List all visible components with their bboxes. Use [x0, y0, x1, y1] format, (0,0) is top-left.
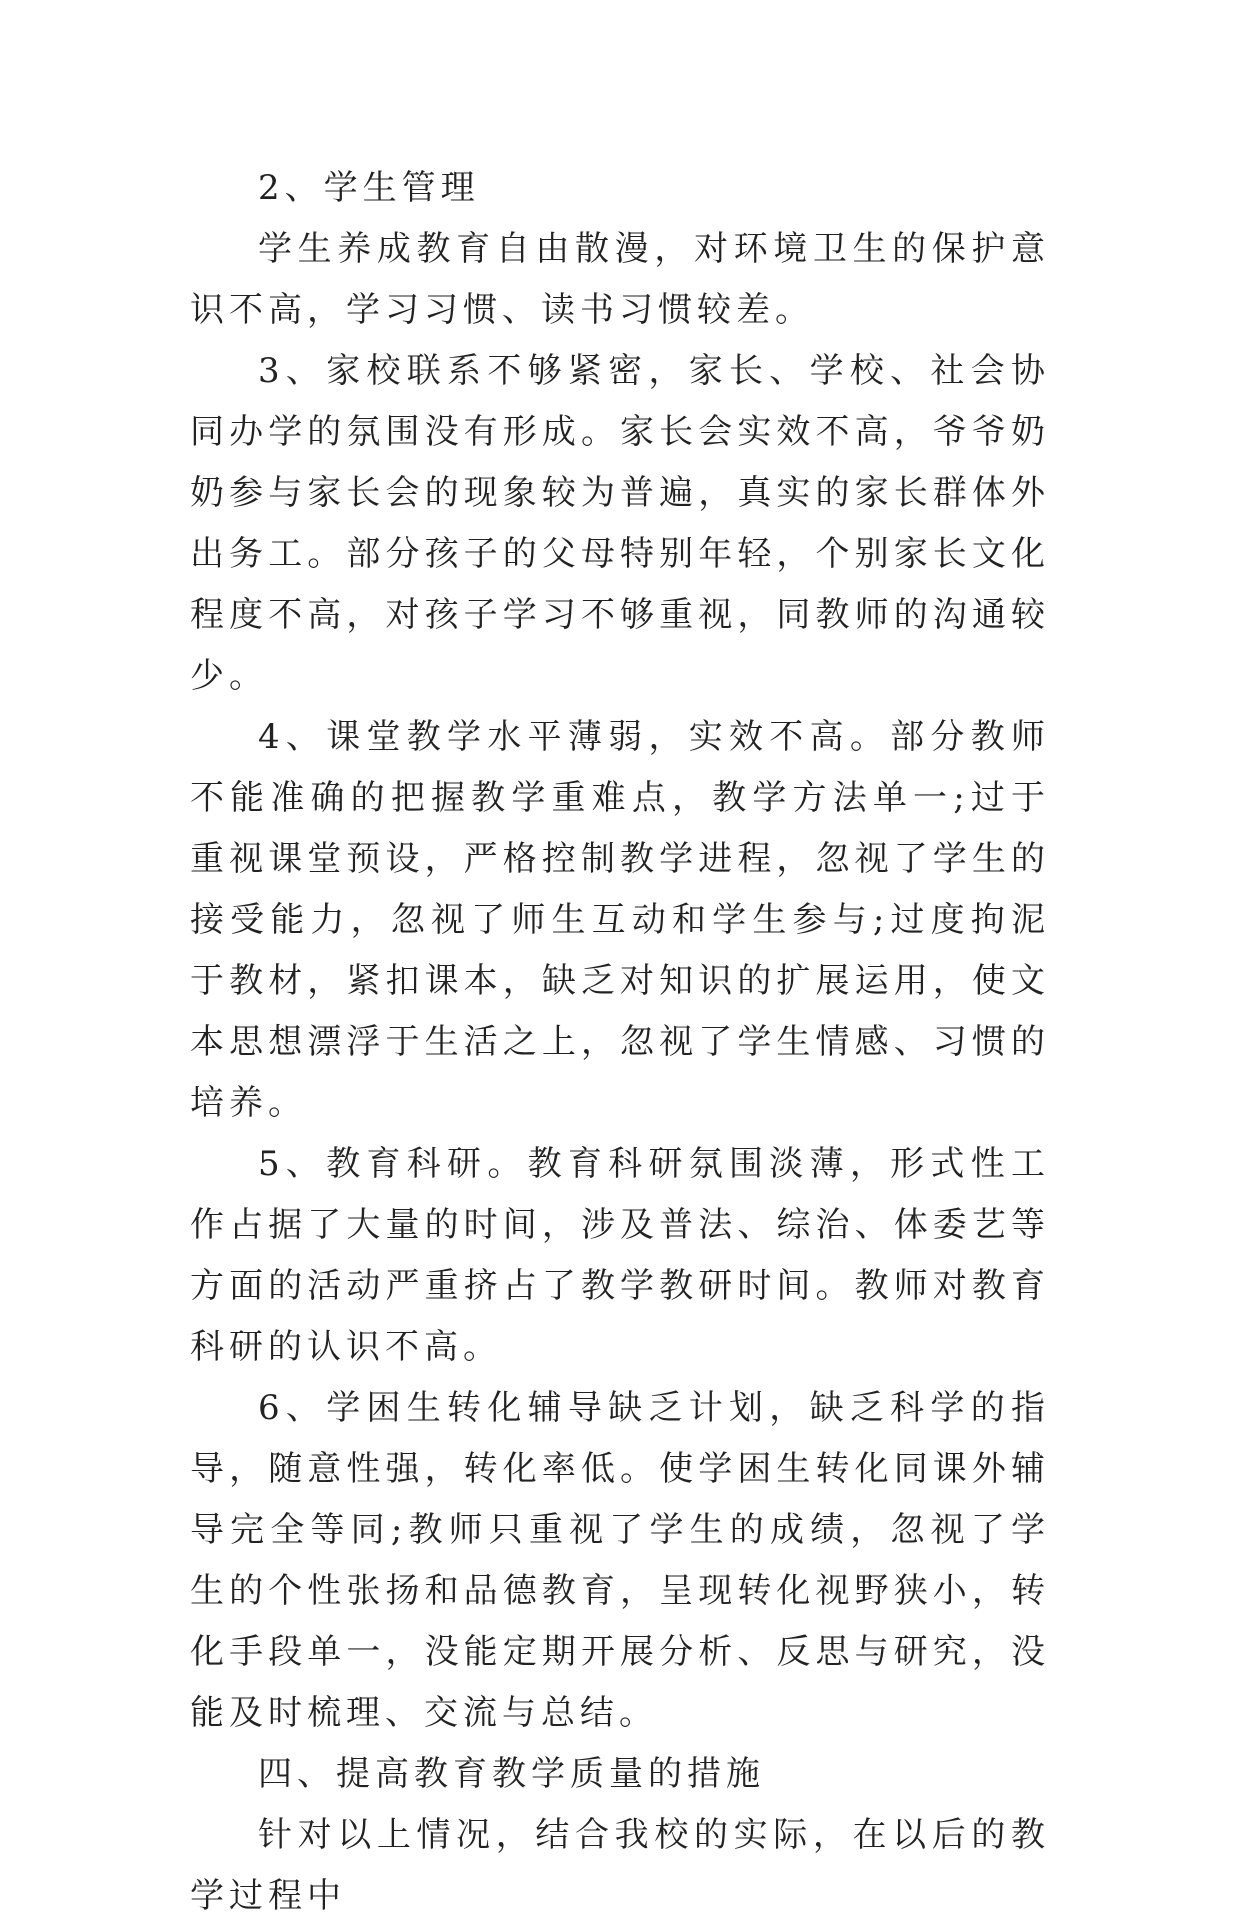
paragraph-measures-intro: 针对以上情况，结合我校的实际，在以后的教学过程中 — [190, 1815, 1050, 1916]
paragraph-student-habits: 学生养成教育自由散漫，对环境卫生的保护意识不高，学习习惯、读书习惯较差。 — [190, 229, 1050, 330]
section-heading-measures: 四、提高教育教学质量的措施 — [258, 1754, 765, 1794]
paragraph-education-research: 5、教育科研。教育科研氛围淡薄，形式性工作占据了大量的时间，涉及普法、综治、体委艺等方面的活动严重挤占了教学教研时间。教师对教育科研的认识不高。 — [190, 1144, 1050, 1367]
section-heading-student-management: 2、学生管理 — [258, 168, 480, 208]
document-body — [190, 158, 1050, 1927]
paragraph-classroom-teaching: 4、课堂教学水平薄弱，实效不高。部分教师不能准确的把握教学重难点，教学方法单一;过于重视课堂预设，严格控制教学进程，忽视了学生的接受能力，忽视了师生互动和学生参与;过度拘泥于教材，紧扣课本，缺乏对知识的扩展运用，使文本思想漂浮于生活之上，忽视了学生情感、习惯的培养。 — [190, 717, 1050, 1123]
paragraph-home-school-contact: 3、家校联系不够紧密，家长、学校、社会协同办学的氛围没有形成。家长会实效不高，爷爷奶奶参与家长会的现象较为普遍，真实的家长群体外出务工。部分孩子的父母特别年轻，个别家长文化程度不高，对孩子学习不够重视，同教师的沟通较少。 — [190, 351, 1050, 696]
paragraph-struggling-students: 6、学困生转化辅导缺乏计划，缺乏科学的指导，随意性强，转化率低。使学困生转化同课外辅导完全等同;教师只重视了学生的成绩，忽视了学生的个性张扬和品德教育，呈现转化视野狭小，转化手段单一，没能定期开展分析、反思与研究，没能及时梳理、交流与总结。 — [190, 1388, 1050, 1733]
